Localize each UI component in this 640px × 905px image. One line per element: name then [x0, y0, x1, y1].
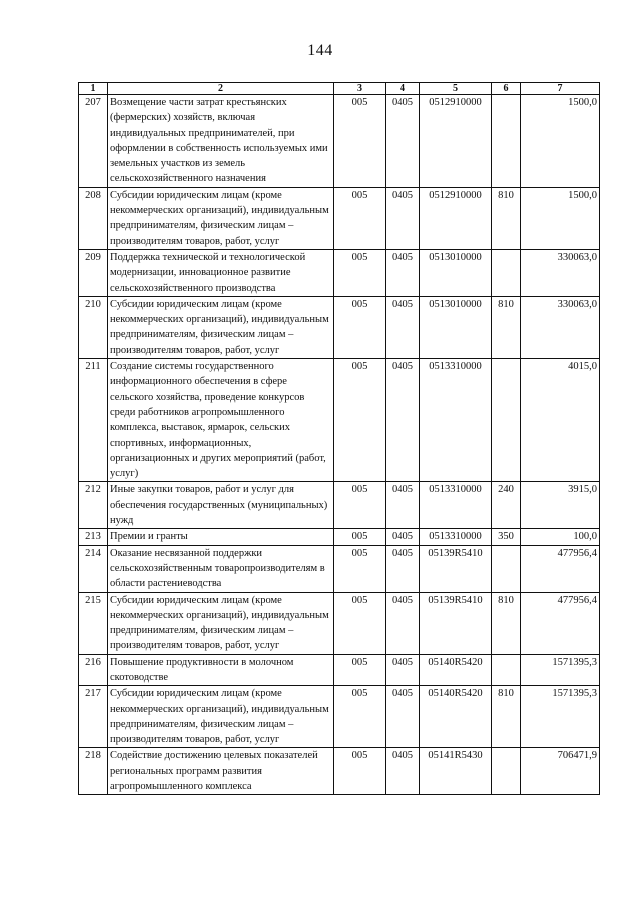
row-number: 217 [79, 686, 108, 748]
row-section-code: 0405 [386, 748, 420, 795]
table-row [79, 482, 600, 529]
row-name: Субсидии юридическим лицам (кроме некоммерческих организаций), индивидуальным предпринимателям, физическим лицам – производителям товаров, работ, услуг [108, 592, 334, 654]
table-body [79, 95, 600, 795]
row-grbs-code: 005 [334, 545, 386, 592]
row-name: Повышение продуктивности в молочном скотоводстве [108, 654, 334, 686]
row-expense-type-code [492, 545, 521, 592]
column-header: 1 [79, 83, 108, 95]
column-header: 7 [521, 83, 600, 95]
row-target-code: 05139R5410 [420, 592, 492, 654]
row-target-code: 0512910000 [420, 187, 492, 249]
row-grbs-code: 005 [334, 359, 386, 482]
table-row [79, 686, 600, 748]
table-row [79, 654, 600, 686]
row-name: Иные закупки товаров, работ и услуг для обеспечения государственных (муниципальных) нужд [108, 482, 334, 529]
row-target-code: 0513010000 [420, 296, 492, 358]
table-row [79, 359, 600, 482]
row-name: Субсидии юридическим лицам (кроме некоммерческих организаций), индивидуальным предпринимателям, физическим лицам – производителям товаров, работ, услуг [108, 296, 334, 358]
row-amount: 477956,4 [521, 592, 600, 654]
row-name: Субсидии юридическим лицам (кроме некоммерческих организаций), индивидуальным предпринимателям, физическим лицам – производителям товаров, работ, услуг [108, 187, 334, 249]
row-expense-type-code: 810 [492, 187, 521, 249]
row-name: Создание системы государственного информационного обеспечения в сфере сельского хозяйства, проведение конкурсов среди работников агропромышленного комплекса, выставок, ярмарок, сельских спортивных, информационных, организационных и других мероприятий (работ, услуг) [108, 359, 334, 482]
row-expense-type-code [492, 249, 521, 296]
column-header: 5 [420, 83, 492, 95]
row-grbs-code: 005 [334, 482, 386, 529]
row-amount: 330063,0 [521, 296, 600, 358]
row-target-code: 05139R5410 [420, 545, 492, 592]
row-target-code: 0513310000 [420, 359, 492, 482]
budget-table [78, 82, 600, 795]
table-row [79, 748, 600, 795]
row-section-code: 0405 [386, 654, 420, 686]
column-header: 2 [108, 83, 334, 95]
row-name: Оказание несвязанной поддержки сельскохозяйственным товаропроизводителям в области растениеводства [108, 545, 334, 592]
row-expense-type-code: 810 [492, 296, 521, 358]
row-grbs-code: 005 [334, 95, 386, 188]
row-target-code: 05140R5420 [420, 686, 492, 748]
table-row [79, 249, 600, 296]
row-section-code: 0405 [386, 482, 420, 529]
row-expense-type-code [492, 654, 521, 686]
row-name: Поддержка технической и технологической модернизации, инновационное развитие сельскохозяйственного производства [108, 249, 334, 296]
row-amount: 1571395,3 [521, 686, 600, 748]
row-name: Возмещение части затрат крестьянских (фермерских) хозяйств, включая индивидуальных предпринимателей, при оформлении в собственность используемых ими земельных участков из земель сельскохозяйственного назначения [108, 95, 334, 188]
row-amount: 1500,0 [521, 95, 600, 188]
row-expense-type-code: 350 [492, 529, 521, 545]
page-number: 144 [307, 42, 333, 59]
row-number: 210 [79, 296, 108, 358]
table-row [79, 592, 600, 654]
row-amount: 706471,9 [521, 748, 600, 795]
row-number: 216 [79, 654, 108, 686]
row-grbs-code: 005 [334, 529, 386, 545]
row-amount: 330063,0 [521, 249, 600, 296]
row-expense-type-code: 810 [492, 686, 521, 748]
row-grbs-code: 005 [334, 686, 386, 748]
column-header: 3 [334, 83, 386, 95]
row-number: 215 [79, 592, 108, 654]
row-expense-type-code [492, 95, 521, 188]
row-expense-type-code [492, 359, 521, 482]
row-section-code: 0405 [386, 529, 420, 545]
row-amount: 1571395,3 [521, 654, 600, 686]
row-number: 213 [79, 529, 108, 545]
table-header-row [79, 83, 600, 95]
row-name: Субсидии юридическим лицам (кроме некоммерческих организаций), индивидуальным предпринимателям, физическим лицам – производителям товаров, работ, услуг [108, 686, 334, 748]
row-section-code: 0405 [386, 95, 420, 188]
row-number: 209 [79, 249, 108, 296]
row-grbs-code: 005 [334, 592, 386, 654]
row-section-code: 0405 [386, 592, 420, 654]
row-expense-type-code: 810 [492, 592, 521, 654]
row-section-code: 0405 [386, 359, 420, 482]
row-grbs-code: 005 [334, 187, 386, 249]
row-section-code: 0405 [386, 545, 420, 592]
row-number: 211 [79, 359, 108, 482]
row-section-code: 0405 [386, 187, 420, 249]
row-grbs-code: 005 [334, 748, 386, 795]
row-amount: 477956,4 [521, 545, 600, 592]
table-row [79, 545, 600, 592]
row-target-code: 0513310000 [420, 529, 492, 545]
row-grbs-code: 005 [334, 296, 386, 358]
row-number: 214 [79, 545, 108, 592]
table-row [79, 187, 600, 249]
row-number: 207 [79, 95, 108, 188]
row-target-code: 0513010000 [420, 249, 492, 296]
row-number: 212 [79, 482, 108, 529]
row-grbs-code: 005 [334, 654, 386, 686]
row-amount: 1500,0 [521, 187, 600, 249]
table-row [79, 529, 600, 545]
row-target-code: 0513310000 [420, 482, 492, 529]
column-header: 4 [386, 83, 420, 95]
row-name: Содействие достижению целевых показателей региональных программ развития агропромышленного комплекса [108, 748, 334, 795]
column-header: 6 [492, 83, 521, 95]
table-row [79, 296, 600, 358]
row-section-code: 0405 [386, 686, 420, 748]
row-amount: 100,0 [521, 529, 600, 545]
row-target-code: 05140R5420 [420, 654, 492, 686]
row-number: 218 [79, 748, 108, 795]
row-section-code: 0405 [386, 296, 420, 358]
row-expense-type-code: 240 [492, 482, 521, 529]
row-expense-type-code [492, 748, 521, 795]
row-name: Премии и гранты [108, 529, 334, 545]
row-amount: 3915,0 [521, 482, 600, 529]
row-target-code: 0512910000 [420, 95, 492, 188]
row-target-code: 05141R5430 [420, 748, 492, 795]
row-number: 208 [79, 187, 108, 249]
row-amount: 4015,0 [521, 359, 600, 482]
table-row [79, 95, 600, 188]
row-grbs-code: 005 [334, 249, 386, 296]
row-section-code: 0405 [386, 249, 420, 296]
